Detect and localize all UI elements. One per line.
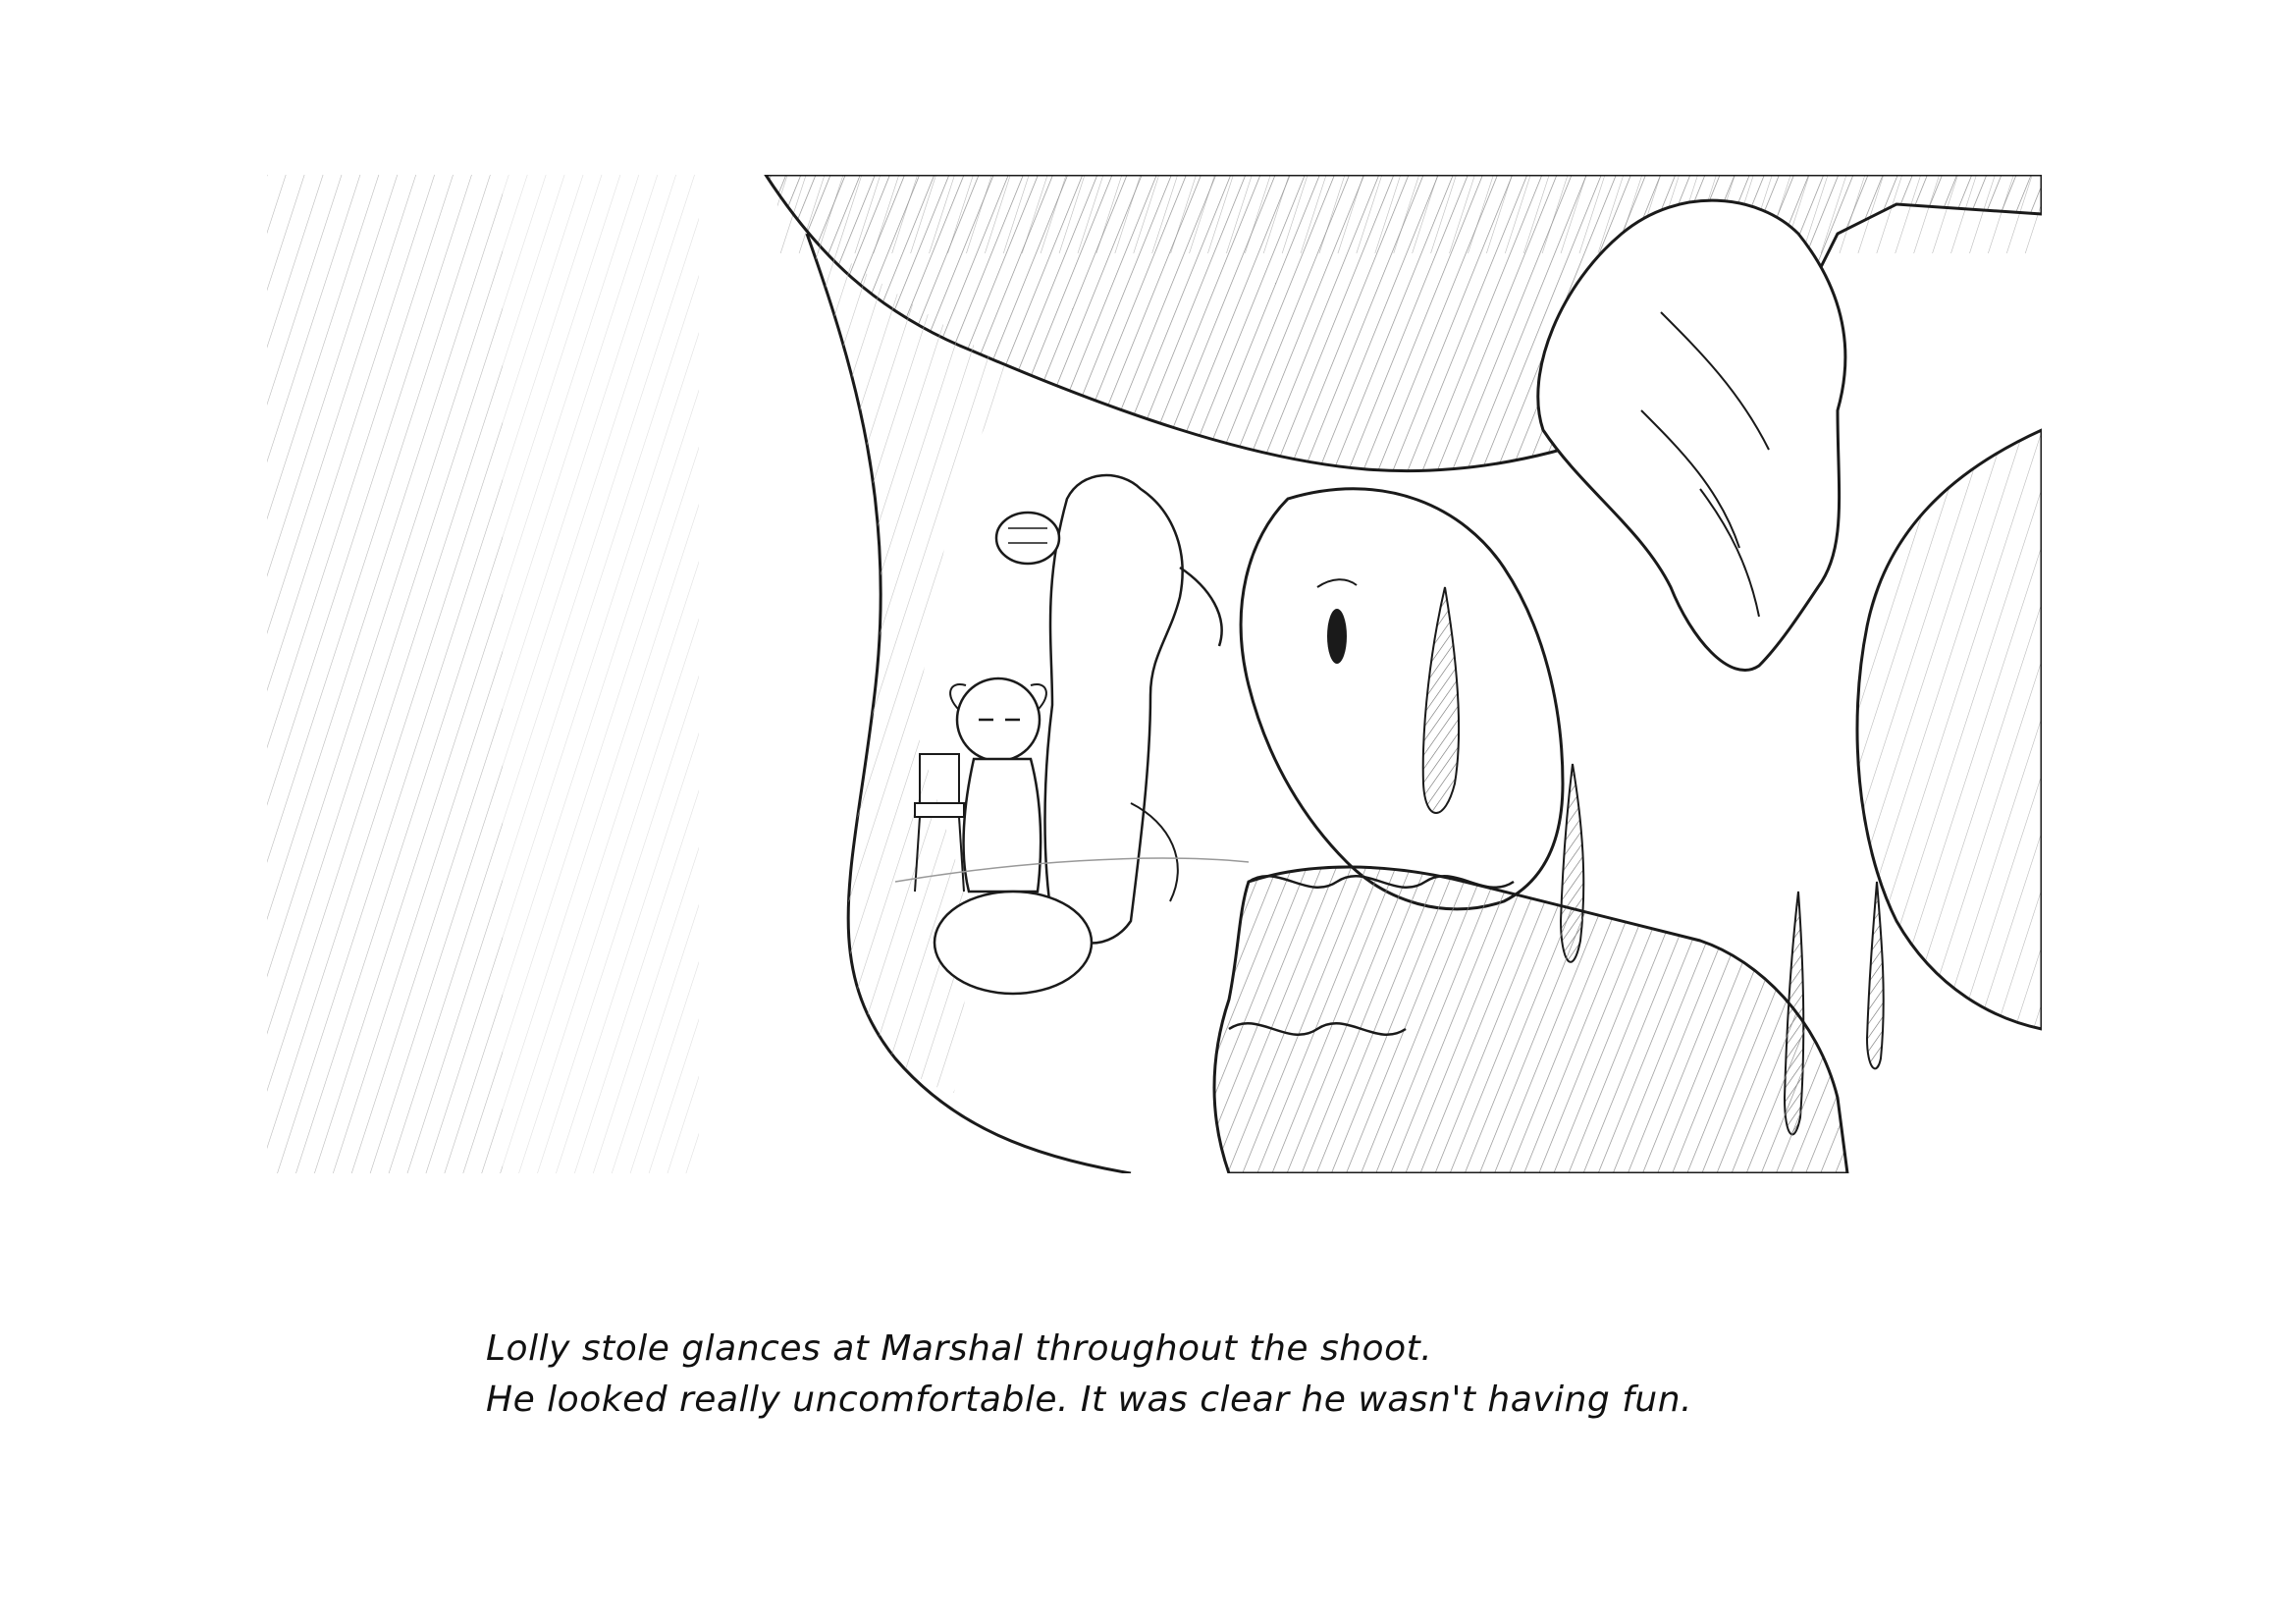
right-figure-shoulder — [1857, 430, 2042, 1029]
marshal-body — [964, 759, 1041, 892]
held-object — [996, 513, 1059, 564]
left-background-gradient — [503, 175, 738, 1173]
marshal-head — [957, 678, 1040, 761]
caption-text — [486, 1324, 1958, 1426]
caption-line-1: Lolly stole glances at Marshal throughout the shoot. — [486, 1328, 1433, 1369]
slime-drip-4 — [1867, 882, 1884, 1068]
lolly-outfit — [1214, 867, 1847, 1173]
egg-prop — [934, 892, 1092, 994]
background-stool — [915, 803, 964, 817]
illustration-panel — [267, 175, 2042, 1173]
background-tall-character — [1045, 475, 1183, 943]
lolly-eye — [1327, 609, 1347, 664]
caption-line-2: He looked really uncomfortable. It was clear he wasn't having fun. — [486, 1380, 1692, 1420]
sketch-drawing — [267, 175, 2042, 1173]
lolly-head — [1241, 489, 1563, 909]
tall-character-trunk — [1180, 568, 1222, 646]
